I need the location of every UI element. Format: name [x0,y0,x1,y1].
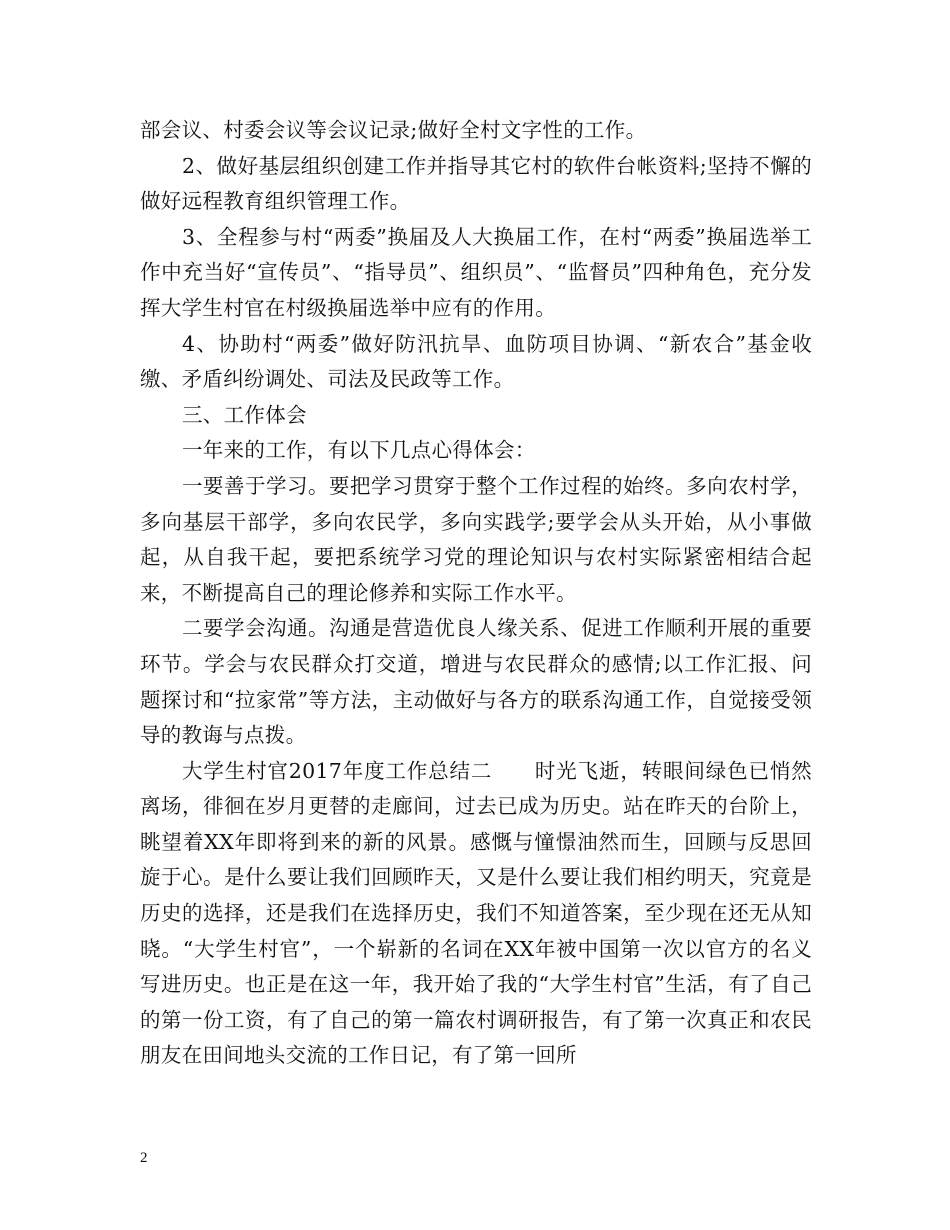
paragraph-intro: 一年来的工作，有以下几点心得体会： [182,438,536,463]
page-number: 2 [140,1150,148,1166]
paragraph-1: 部会议、村委会议等会议记录;做好全村文字性的工作。 [140,118,647,142]
paragraph-communicate: 二要学会沟通。沟通是营造优良人缘关系、促进工作顺利开展的重要环节。学会与农民群众打交道，增进与农民群众的感情;以工作汇报、问题探讨和“拉家常”等方法，主动做好与各方的联系沟通工作，自觉接受领导的教诲与点拨。 [140,616,812,748]
section-heading: 三、工作体会 [182,402,307,427]
paragraph-4: 4、协助村“两委”做好防汛抗旱、血防项目协调、“新农合”基金收缴、矛盾纠纷调处、司法及民政等工作。 [140,331,812,392]
paragraph-summary-two: 大学生村官2017年度工作总结二 时光飞逝，转眼间绿色已悄然离场，徘徊在岁月更替的走廊间，过去已成为历史。站在昨天的台阶上，眺望着XX年即将到来的新的风景。感慨与憧憬油然而生，回顾与反思回旋于心。是什么要让我们回顾昨天，又是什么要让我们相约明天，究竟是历史的选择，还是我们在选择历史，我们不知道答案，至少现在还无从知晓。“大学生村官”，一个崭新的名词在XX年被中国第一次以官方的名义写进历史。也正是在这一年，我开始了我的“大学生村官”生活，有了自己的第一份工资，有了自己的第一篇农村调研报告，有了第一次真正和农民朋友在田间地头交流的工作日记，有了第一回所 [140,758,812,1068]
paragraph-2: 2、做好基层组织创建工作并指导其它村的软件台帐资料;坚持不懈的做好远程教育组织管理工作。 [140,153,812,214]
document-body [140,113,812,1074]
paragraph-study: 一要善于学习。要把学习贯穿于整个工作过程的始终。多向农村学，多向基层干部学，多向农民学，多向实践学;要学会从头开始，从小事做起，从自我干起，要把系统学习党的理论知识与农村实际紧密相结合起来，不断提高自己的理论修养和实际工作水平。 [140,473,812,605]
paragraph-3: 3、全程参与村“两委”换届及人大换届工作，在村“两委”换届选举工作中充当好“宣传员”、“指导员”、组织员”、“监督员”四种角色，充分发挥大学生村官在村级换届选举中应有的作用。 [140,224,812,320]
